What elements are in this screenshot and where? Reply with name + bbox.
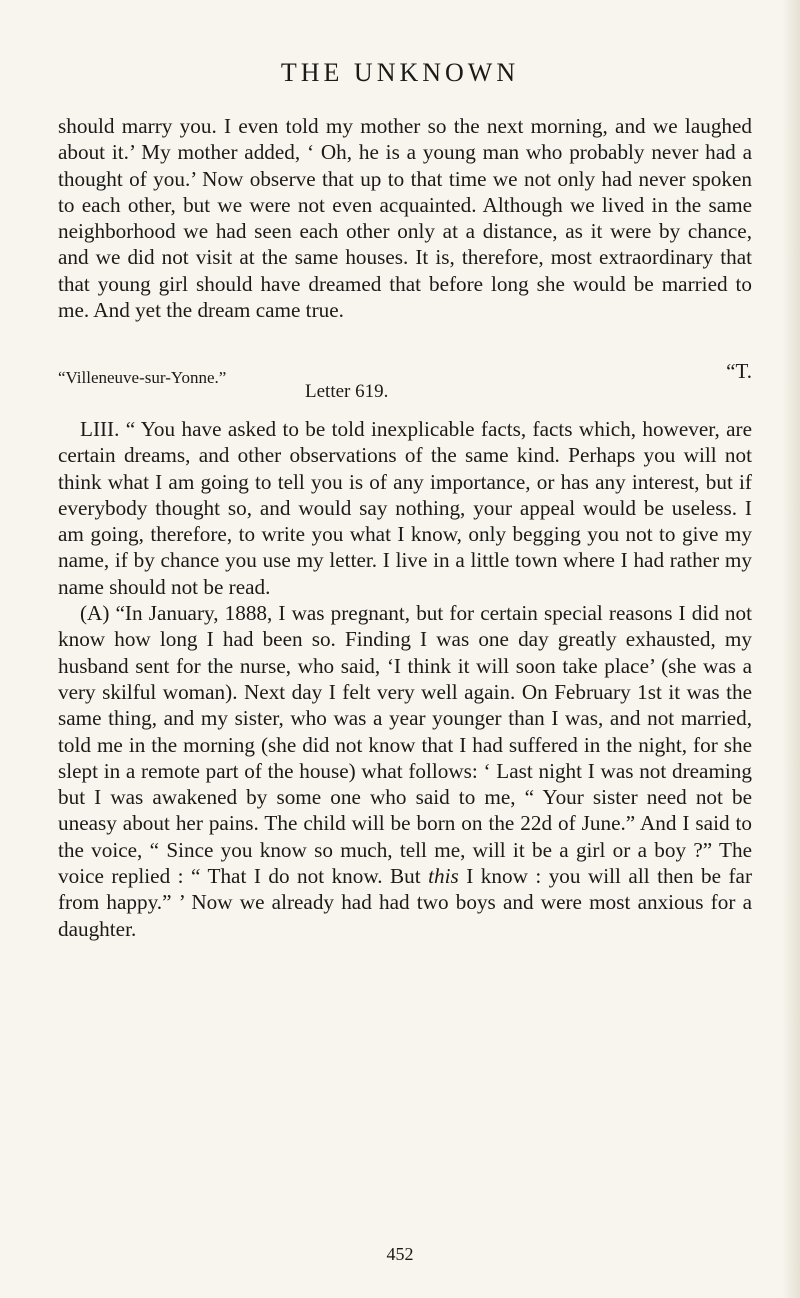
section-a-text-1: (A) “In January, 1888, I was pregnant, but for certain special reasons I did not know how long I had been so. Finding I was one day greatly exhausted, my husband sent for the nurse, who said, ‘I think it will soon take place’ (she was a very skilful woman). Next day I felt very well again. On February 1st it was the same thing, and my sister, who was a year younger than I was, and not married, told me in the morning (she did not know that I had suffered in the night, for she slept in a remote part of the house) what follows: ‘ Last night I was not dreaming but I was awakened by some one who said to me, “ Your sister need not be uneasy about her pains. The child will be born on the 22d of June.” And I said to the voice, “ Since you know so much, tell me, will it be a girl or a boy ?” The voice replied : “ That I do not know. But xyxy=(58,601,752,889)
running-head: THE UNKNOWN xyxy=(280,58,520,87)
signature-place: “Villeneuve-sur-Yonne.” xyxy=(58,368,227,387)
continued-paragraph xyxy=(58,113,752,323)
section-intro-paragraph: LIII. “ You have asked to be told inexplicable facts, facts which, however, are certain dreams, and other observations of the same kind. Perhaps you will not think what I am going to tell you is of any importance, or has any interest, but if everybody thought so, and would say nothing, your appeal would be useless. I am going, therefore, to write you what I know, only begging you not to give my name, if by chance you use my letter. I live in a little town where I had rather my name should not be read. xyxy=(58,417,752,599)
letter-number: Letter 619. xyxy=(305,381,389,402)
section-a-text-2: I know : you will all then be far from happy.” ’ Now we already had had two boys and were most anxious for a daughter. xyxy=(58,864,753,941)
emphasis-word: this xyxy=(428,864,459,889)
signature-initial: “T. xyxy=(726,359,752,383)
section-a-paragraph xyxy=(58,600,752,942)
paragraph-text: should marry you. I even told my mother so the next morning, and we laughed about it.’ My mother added, ‘ Oh, he is a young man who probably never had a thought of you.’ Now observe that up to that time we not only had never spoken to each other, but we were not even acquainted. Although we lived in the same neighborhood we had seen each other only at a distance, as it were by chance, and we did not visit at the same houses. It is, therefore, most extraordinary that that young girl should have dreamed that before long she would be married to me. And yet the dream came true. xyxy=(58,114,752,323)
section-liii xyxy=(58,416,752,942)
page-edge-shadow xyxy=(782,0,800,1298)
letter-signature xyxy=(58,359,752,412)
page-number: 452 xyxy=(386,1244,414,1264)
